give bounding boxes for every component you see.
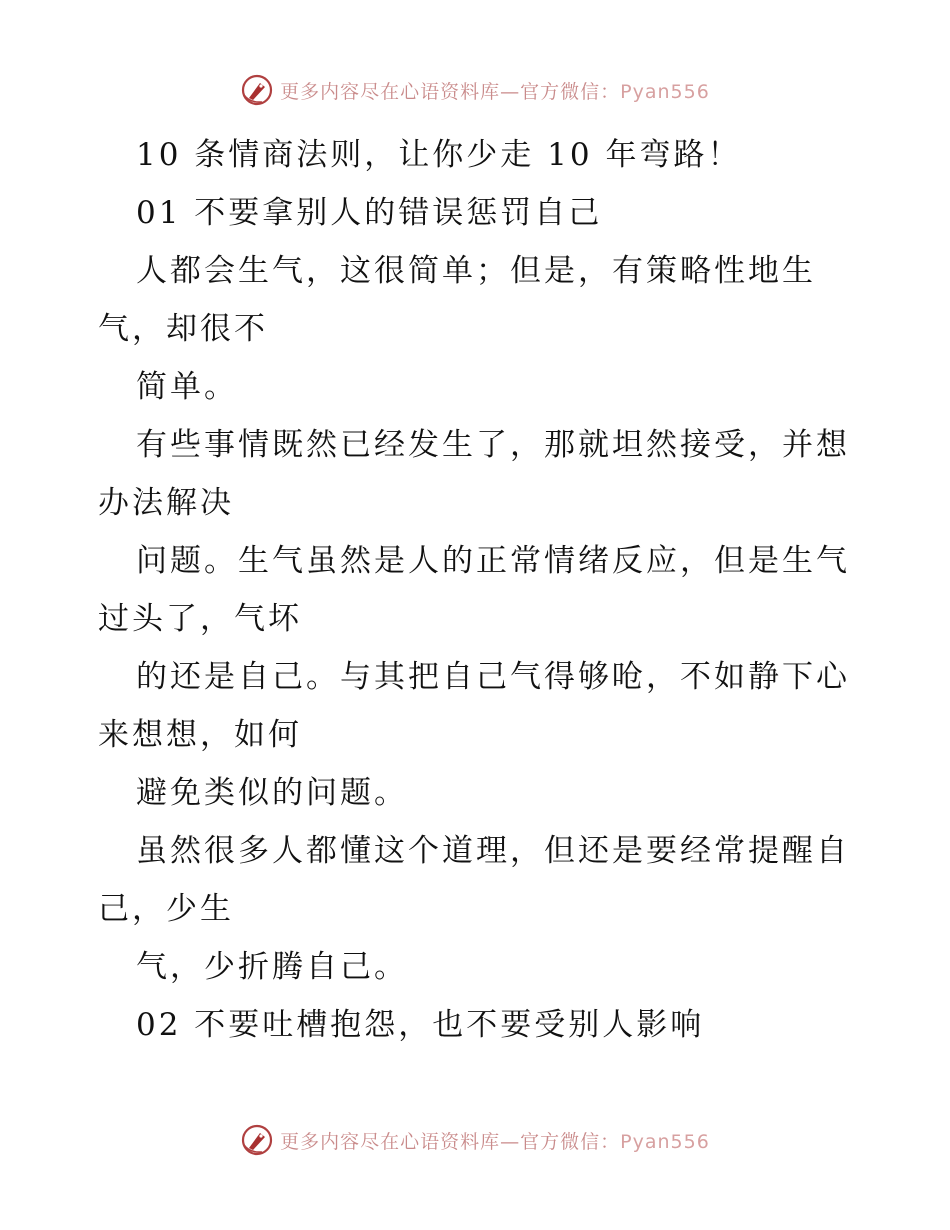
paragraph-line: 己，少生 — [98, 891, 234, 927]
paragraph-line: 的还是自己。与其把自己气得够呛，不如静下心 — [136, 659, 850, 695]
footer-banner-text: 更多内容尽在心语资料库—官方微信：Pyan556 — [280, 1130, 710, 1153]
header-banner-text: 更多内容尽在心语资料库—官方微信：Pyan556 — [280, 80, 710, 103]
header-banner — [0, 70, 950, 110]
paragraph-line: 人都会生气，这很简单；但是，有策略性地生 — [136, 253, 816, 289]
paragraph-line: 有些事情既然已经发生了，那就坦然接受，并想 — [136, 427, 850, 463]
pen-nib-icon — [240, 1123, 274, 1157]
footer-banner — [0, 1120, 950, 1160]
paragraph-line: 办法解决 — [98, 485, 234, 521]
paragraph-line: 气，少折腾自己。 — [136, 949, 408, 985]
paragraph-line: 气，却很不 — [98, 311, 268, 347]
document-body — [98, 126, 858, 1054]
pen-nib-icon — [240, 73, 274, 107]
paragraph-line: 虽然很多人都懂这个道理，但还是要经常提醒自 — [136, 833, 850, 869]
paragraph-line: 简单。 — [136, 369, 238, 405]
footer-wechat-id: Pyan556 — [620, 1130, 710, 1153]
paragraph-line: 问题。生气虽然是人的正常情绪反应，但是生气 — [136, 543, 850, 579]
section-heading-02: 02 不要吐槽抱怨，也不要受别人影响 — [136, 1007, 705, 1043]
section-heading-01: 01 不要拿别人的错误惩罚自己 — [136, 195, 603, 231]
document-title: 10 条情商法则，让你少走 10 年弯路！ — [136, 137, 742, 173]
header-wechat-id: Pyan556 — [620, 80, 710, 103]
paragraph-line: 过头了，气坏 — [98, 601, 302, 637]
paragraph-line: 避免类似的问题。 — [136, 775, 408, 811]
paragraph-line: 来想想，如何 — [98, 717, 302, 753]
